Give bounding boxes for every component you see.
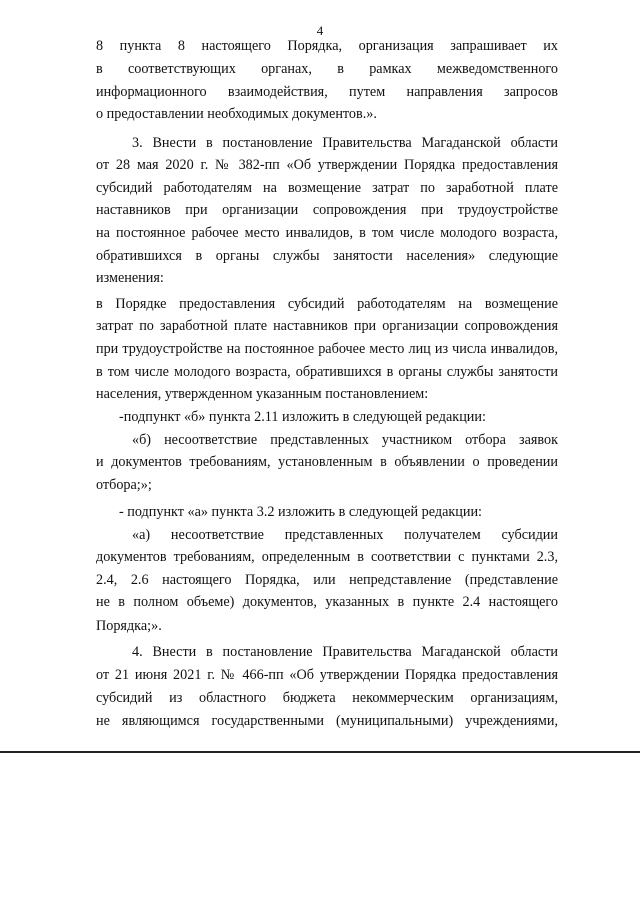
- text-line: не в полном объеме) документов, указанных в пункте 2.4 настоящего: [96, 594, 558, 610]
- text-line: 8 пункта 8 настоящего Порядка, организация запрашивает их: [96, 38, 558, 54]
- text-line: и документов требованиям, установленным в объявлении о проведении: [96, 454, 558, 470]
- page-bottom-rule: [0, 751, 640, 753]
- text-line: 4. Внести в постановление Правительства Магаданской области: [132, 644, 558, 660]
- text-line: изменения:: [96, 270, 164, 286]
- text-line: - подпункт «а» пункта 3.2 изложить в следующей редакции:: [119, 504, 482, 520]
- text-line: населения, утвержденном указанным постановлением:: [96, 386, 429, 402]
- text-line: обратившихся в органы службы занятости населения» следующие: [96, 248, 558, 264]
- text-line: в соответствующих органах, в рамках межведомственного: [96, 61, 558, 77]
- text-line: от 28 мая 2020 г. № 382-пп «Об утверждении Порядка предоставления: [96, 157, 558, 173]
- text-line: наставников при организации сопровождения при трудоустройстве: [96, 202, 558, 218]
- text-line: субсидий из областного бюджета некоммерческим организациям,: [96, 690, 558, 706]
- text-line: от 21 июня 2021 г. № 466-пп «Об утверждении Порядка предоставления: [96, 667, 558, 683]
- text-line: Порядка;».: [96, 618, 162, 634]
- text-line: не являющимся государственными (муниципальными) учреждениями,: [96, 713, 558, 729]
- text-line: 3. Внести в постановление Правительства Магаданской области: [132, 135, 558, 151]
- text-line: -подпункт «б» пункта 2.11 изложить в следующей редакции:: [119, 409, 486, 425]
- text-line: информационного взаимодействия, путем направления запросов: [96, 84, 558, 100]
- text-line: о предоставлении необходимых документов.».: [96, 106, 377, 122]
- text-line: в Порядке предоставления субсидий работодателям на возмещение: [96, 296, 558, 312]
- text-line: «б) несоответствие представленных участником отбора заявок: [132, 432, 558, 448]
- text-line: затрат по заработной плате наставников при организации сопровождения: [96, 318, 558, 334]
- text-line: в том числе молодого возраста, обратившихся в органы службы занятости: [96, 364, 558, 380]
- text-line: 2.4, 2.6 настоящего Порядка, или непредставление (представление: [96, 572, 558, 588]
- text-line: при трудоустройстве на постоянное рабочее место лиц из числа инвалидов,: [96, 341, 558, 357]
- text-line: на постоянное рабочее место инвалидов, в том числе молодого возраста,: [96, 225, 558, 241]
- page-number: 4: [316, 23, 324, 38]
- text-line: «а) несоответствие представленных получателем субсидии: [132, 527, 558, 543]
- text-line: отбора;»;: [96, 477, 152, 493]
- text-line: документов требованиям, определенным в соответствии с пунктами 2.3,: [96, 549, 558, 565]
- text-line: субсидий работодателям на возмещение затрат по заработной плате: [96, 180, 558, 196]
